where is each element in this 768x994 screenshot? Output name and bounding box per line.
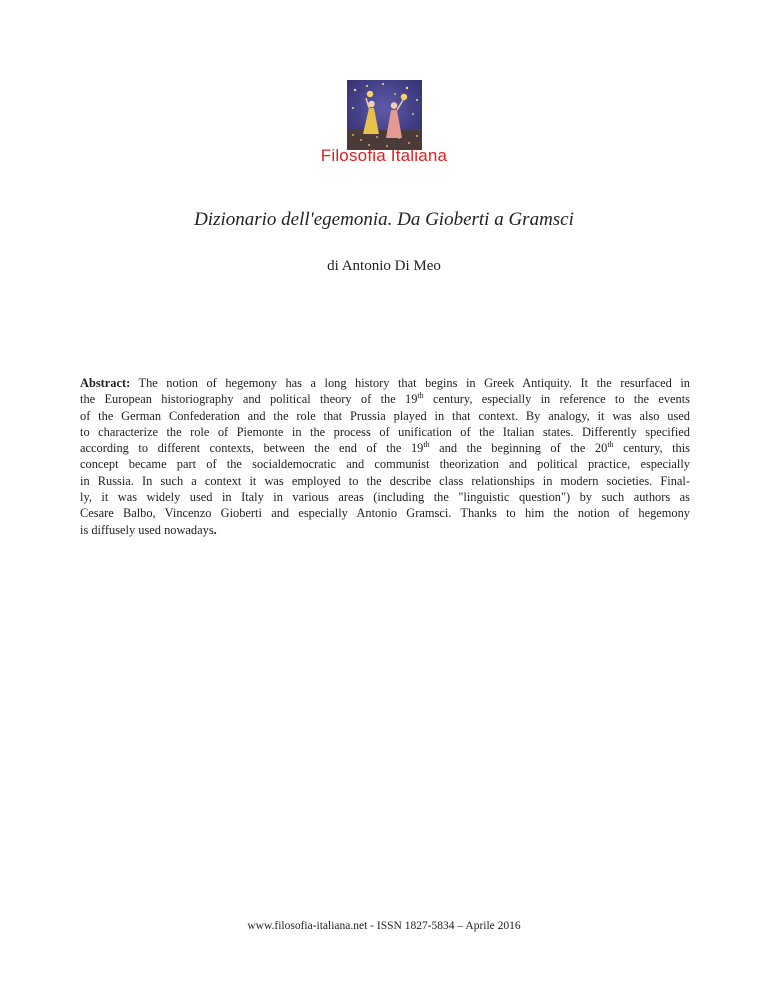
abstract — [80, 375, 690, 538]
abstract-text: according to different contexts, between the end of the 19 — [80, 441, 424, 456]
ordinal-superscript: th — [607, 440, 614, 450]
author-line: di Antonio Di Meo — [327, 258, 441, 274]
abstract-line — [80, 522, 690, 538]
abstract-line — [80, 391, 690, 407]
abstract-text: the European historiography and political theory of the 19 — [80, 392, 418, 407]
abstract-text: The notion of hegemony has a long history that begins in Greek Antiquity. It the resurfaced in — [130, 376, 690, 390]
abstract-line: in Russia. In such a context it was employed to the describe class relationships in modern societies. Final- — [80, 473, 690, 488]
ordinal-superscript: th — [423, 440, 430, 450]
abstract-text: century, this — [613, 441, 691, 456]
abstract-line: ly, it was widely used in Italy in various areas (including the "linguistic question") by such authors as — [80, 490, 690, 505]
abstract-line: to characterize the role of Piemonte in the process of unification of the Italian states. Differently specified — [80, 424, 690, 439]
abstract-text: and the beginning of the 20 — [429, 441, 608, 456]
abstract-period: . — [213, 522, 217, 537]
document-title: Dizionario dell'egemonia. Da Gioberti a Gramsci — [194, 209, 574, 230]
abstract-line: concept became part of the socialdemocratic and communist theorization and political practice, especially — [80, 457, 690, 472]
footer-citation: www.filosofia-italiana.net - ISSN 1827-5834 – Aprile 2016 — [247, 920, 521, 932]
abstract-line: of the German Confederation and the role that Prussia played in that context. By analogy, it was also used — [80, 408, 690, 423]
logo-painting — [347, 80, 422, 150]
abstract-line: Cesare Balbo, Vincenzo Gioberti and especially Antonio Gramsci. Thanks to him the notion of hegemony — [80, 506, 690, 521]
abstract-text: is diffusely used nowadays — [80, 522, 214, 537]
abstract-text: century, especially in reference to the events — [423, 392, 690, 407]
abstract-line — [80, 440, 690, 456]
abstract-label: Abstract: — [80, 376, 131, 390]
brand-name: Filosofia Italiana — [320, 146, 448, 165]
painting-icon — [347, 80, 422, 150]
abstract-line — [80, 375, 690, 391]
ordinal-superscript: th — [417, 391, 424, 401]
